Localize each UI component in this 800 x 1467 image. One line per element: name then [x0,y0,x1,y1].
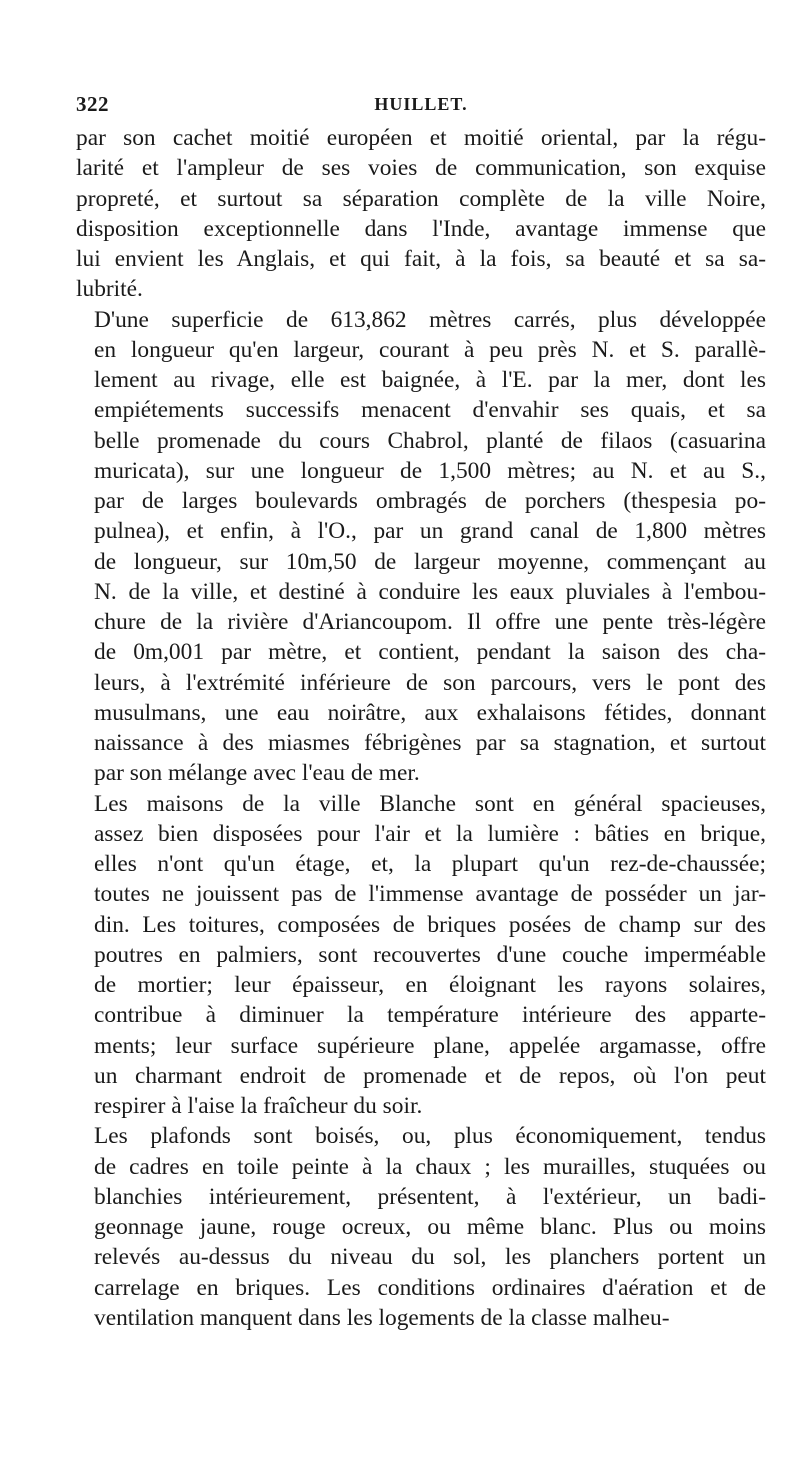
text-line: de 0m,001 par mètre, et contient, pendant la saison des cha- [94,639,766,666]
text-line: Les plafonds sont boisés, ou, plus économiquement, tendus [94,1123,766,1150]
text-line: disposition exceptionnelle dans l'Inde, avantage immense que [76,215,766,242]
text-line: un charmant endroit de promenade et de repos, où l'on peut [94,1062,766,1089]
paragraph [76,123,766,305]
page-number: 322 [76,92,109,116]
text-line: propreté, et surtout sa séparation complète de la ville Noire, [76,185,766,212]
text-line: relevés au-dessus du niveau du sol, les planchers portent un [94,1244,766,1271]
text-line: N. de la ville, et destiné à conduire les eaux pluviales à l'embou- [94,578,766,605]
text-line: empiétements successifs menacent d'envahir ses quais, et sa [94,397,766,424]
text-line: par son mélange avec l'eau de mer. [94,760,420,787]
paragraph [76,789,766,1122]
paragraph [76,305,766,789]
text-line: lui envient les Anglais, et qui fait, à la fois, sa beauté et sa sa- [76,246,766,272]
text-line: D'une superficie de 613,862 mètres carrés, plus développée [94,306,766,333]
text-line: pulnea), et enfin, à l'O., par un grand canal de 1,800 mètres [94,518,766,545]
text-line: lubrité. [76,276,143,303]
text-line: chure de la rivière d'Ariancoupom. Il offre une pente très-légère [94,609,766,635]
page-header [76,92,766,118]
text-line: toutes ne jouissent pas de l'immense avantage de posséder un jar- [94,881,766,908]
body-text [76,123,766,1333]
text-line: par de larges boulevards ombragés de porchers (thespesia po- [94,488,766,514]
text-line: geonnage jaune, rouge ocreux, ou même blanc. Plus ou moins [94,1214,766,1240]
paragraph [76,1121,766,1333]
text-line: respirer à l'aise la fraîcheur du soir. [94,1093,423,1119]
text-line: musulmans, une eau noirâtre, aux exhalaisons fétides, donnant [94,699,766,726]
text-line: blanchies intérieurement, présentent, à l'extérieur, un badi- [94,1183,766,1210]
text-line: ments; leur surface supérieure plane, appelée argamasse, offre [94,1032,766,1059]
text-line: din. Les toitures, composées de briques posées de champ sur des [94,911,766,938]
text-line: larité et l'ampleur de ses voies de communication, son exquise [76,155,766,182]
text-line: en longueur qu'en largeur, courant à peu près N. et S. parallè- [94,336,766,363]
text-line: leurs, à l'extrémité inférieure de son parcours, vers le pont des [94,669,766,696]
text-line: Les maisons de la ville Blanche sont en général spacieuses, [94,790,766,817]
text-line: belle promenade du cours Chabrol, planté de filaos (casuarina [94,427,766,454]
running-head: HUILLET. [374,94,468,114]
text-line: lement au rivage, elle est baignée, à l'E. par la mer, dont les [94,367,766,393]
text-line: de cadres en toile peinte à la chaux ; les murailles, stuquées ou [94,1153,766,1180]
text-line: poutres en palmiers, sont recouvertes d'une couche imperméable [94,941,766,968]
text-line: carrelage en briques. Les conditions ordinaires d'aération et de [94,1274,766,1301]
text-line: de mortier; leur épaisseur, en éloignant les rayons solaires, [94,972,766,998]
text-line: ventilation manquent dans les logements de la classe malheu- [94,1304,670,1331]
text-line: par son cachet moitié européen et moitié oriental, par la régu- [76,125,766,151]
text-line: elles n'ont qu'un étage, et, la plupart qu'un rez-de-chaussée; [94,851,766,877]
text-line: contribue à diminuer la température intérieure des apparte- [94,1002,766,1029]
text-line: naissance à des miasmes fébrigènes par sa stagnation, et surtout [94,730,766,756]
text-line: assez bien disposées pour l'air et la lumière : bâties en brique, [94,820,766,847]
text-line: muricata), sur une longueur de 1,500 mètres; au N. et au S., [94,457,766,484]
text-line: de longueur, sur 10m,50 de largeur moyenne, commençant au [94,548,766,575]
